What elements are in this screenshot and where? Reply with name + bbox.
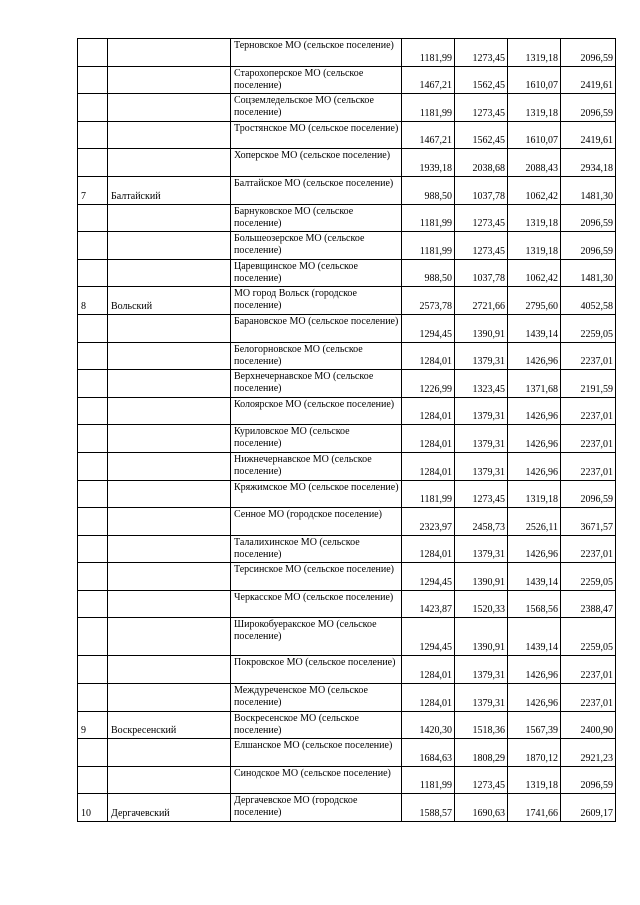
value-4: 2419,61 [561, 121, 616, 149]
tariff-table [77, 38, 616, 822]
value-1: 1181,99 [402, 94, 455, 122]
row-number [78, 342, 108, 370]
row-number [78, 66, 108, 94]
table-row [78, 287, 616, 315]
municipality-name: Колоярское МО (сельское поселение) [231, 397, 402, 425]
value-1: 1423,87 [402, 590, 455, 618]
value-1: 1181,99 [402, 480, 455, 508]
value-4: 2096,59 [561, 204, 616, 232]
value-4: 2259,05 [561, 563, 616, 591]
district-name [108, 739, 231, 767]
district-name: Балтайский [108, 176, 231, 204]
table-row [78, 684, 616, 712]
value-1: 1684,63 [402, 739, 455, 767]
municipality-name: Нижнечернавское МО (сельское поселение) [231, 452, 402, 480]
municipality-name: МО город Вольск (городское поселение) [231, 287, 402, 315]
row-number [78, 563, 108, 591]
district-name [108, 342, 231, 370]
value-4: 1481,30 [561, 259, 616, 287]
value-3: 1439,14 [508, 563, 561, 591]
row-number [78, 590, 108, 618]
value-3: 1610,07 [508, 66, 561, 94]
value-2: 1323,45 [455, 370, 508, 398]
district-name [108, 121, 231, 149]
value-1: 1284,01 [402, 342, 455, 370]
municipality-name: Сенное МО (городское поселение) [231, 508, 402, 536]
value-2: 1562,45 [455, 121, 508, 149]
value-1: 1939,18 [402, 149, 455, 177]
table-row [78, 739, 616, 767]
value-2: 2721,66 [455, 287, 508, 315]
district-name [108, 370, 231, 398]
value-3: 1062,42 [508, 259, 561, 287]
value-1: 1181,99 [402, 232, 455, 260]
value-2: 1379,31 [455, 535, 508, 563]
value-3: 1371,68 [508, 370, 561, 398]
table-row [78, 480, 616, 508]
district-name: Воскресенский [108, 711, 231, 739]
row-number [78, 535, 108, 563]
table-row [78, 618, 616, 656]
row-number [78, 259, 108, 287]
value-4: 2934,18 [561, 149, 616, 177]
value-1: 1284,01 [402, 656, 455, 684]
value-4: 2259,05 [561, 314, 616, 342]
row-number [78, 149, 108, 177]
value-1: 1284,01 [402, 425, 455, 453]
value-2: 1273,45 [455, 204, 508, 232]
municipality-name: Барановское МО (сельское поселение) [231, 314, 402, 342]
district-name [108, 618, 231, 656]
value-3: 2795,60 [508, 287, 561, 315]
value-4: 2096,59 [561, 94, 616, 122]
row-number [78, 480, 108, 508]
value-2: 1379,31 [455, 656, 508, 684]
value-3: 1319,18 [508, 204, 561, 232]
district-name [108, 656, 231, 684]
municipality-name: Дергачевское МО (городское поселение) [231, 794, 402, 822]
value-4: 2388,47 [561, 590, 616, 618]
value-1: 1294,45 [402, 563, 455, 591]
municipality-name: Верхнечернавское МО (сельское поселение) [231, 370, 402, 398]
value-1: 1284,01 [402, 684, 455, 712]
value-1: 1284,01 [402, 397, 455, 425]
value-4: 2237,01 [561, 425, 616, 453]
table-row [78, 766, 616, 794]
municipality-name: Хоперское МО (сельское поселение) [231, 149, 402, 177]
row-number: 9 [78, 711, 108, 739]
value-2: 1379,31 [455, 425, 508, 453]
district-name [108, 94, 231, 122]
district-name [108, 232, 231, 260]
municipality-name: Широкобуеракское МО (сельское поселение) [231, 618, 402, 656]
row-number [78, 232, 108, 260]
district-name [108, 314, 231, 342]
value-1: 2573,78 [402, 287, 455, 315]
value-2: 1379,31 [455, 452, 508, 480]
district-name [108, 684, 231, 712]
row-number [78, 618, 108, 656]
value-3: 1062,42 [508, 176, 561, 204]
value-4: 2419,61 [561, 66, 616, 94]
row-number [78, 452, 108, 480]
value-3: 1319,18 [508, 766, 561, 794]
value-3: 1610,07 [508, 121, 561, 149]
value-2: 1390,91 [455, 563, 508, 591]
value-2: 1037,78 [455, 259, 508, 287]
row-number [78, 766, 108, 794]
district-name [108, 480, 231, 508]
value-2: 1390,91 [455, 618, 508, 656]
value-4: 2237,01 [561, 535, 616, 563]
value-2: 1390,91 [455, 314, 508, 342]
row-number [78, 121, 108, 149]
value-2: 2458,73 [455, 508, 508, 536]
value-2: 1273,45 [455, 94, 508, 122]
value-2: 1379,31 [455, 342, 508, 370]
municipality-name: Царевщинское МО (сельское поселение) [231, 259, 402, 287]
value-4: 2237,01 [561, 452, 616, 480]
table-row [78, 794, 616, 822]
value-4: 2237,01 [561, 342, 616, 370]
value-4: 1481,30 [561, 176, 616, 204]
table-row [78, 149, 616, 177]
value-4: 2237,01 [561, 397, 616, 425]
value-4: 2096,59 [561, 39, 616, 67]
value-1: 1294,45 [402, 618, 455, 656]
value-1: 1181,99 [402, 204, 455, 232]
value-2: 1273,45 [455, 232, 508, 260]
value-1: 1226,99 [402, 370, 455, 398]
value-2: 1690,63 [455, 794, 508, 822]
table-row [78, 590, 616, 618]
value-1: 1467,21 [402, 66, 455, 94]
district-name [108, 204, 231, 232]
value-1: 1420,30 [402, 711, 455, 739]
value-4: 3671,57 [561, 508, 616, 536]
value-4: 2237,01 [561, 684, 616, 712]
table-row [78, 711, 616, 739]
district-name [108, 535, 231, 563]
value-4: 2096,59 [561, 480, 616, 508]
table-row [78, 66, 616, 94]
municipality-name: Елшанское МО (сельское поселение) [231, 739, 402, 767]
value-4: 2096,59 [561, 766, 616, 794]
table-row [78, 259, 616, 287]
value-3: 1567,39 [508, 711, 561, 739]
value-3: 1426,96 [508, 535, 561, 563]
municipality-name: Барнуковское МО (сельское поселение) [231, 204, 402, 232]
value-1: 988,50 [402, 259, 455, 287]
value-2: 1273,45 [455, 766, 508, 794]
value-3: 1741,66 [508, 794, 561, 822]
row-number [78, 739, 108, 767]
district-name [108, 425, 231, 453]
district-name [108, 149, 231, 177]
value-1: 1284,01 [402, 452, 455, 480]
value-2: 1562,45 [455, 66, 508, 94]
value-1: 2323,97 [402, 508, 455, 536]
district-name [108, 766, 231, 794]
value-2: 2038,68 [455, 149, 508, 177]
table-row [78, 370, 616, 398]
value-4: 2921,23 [561, 739, 616, 767]
value-2: 1379,31 [455, 684, 508, 712]
district-name [108, 563, 231, 591]
row-number [78, 204, 108, 232]
table-row [78, 204, 616, 232]
district-name [108, 259, 231, 287]
district-name [108, 397, 231, 425]
table-row [78, 232, 616, 260]
municipality-name: Терновское МО (сельское поселение) [231, 39, 402, 67]
table-row [78, 656, 616, 684]
value-3: 1319,18 [508, 232, 561, 260]
municipality-name: Воскресенское МО (сельское поселение) [231, 711, 402, 739]
table-row [78, 563, 616, 591]
value-2: 1273,45 [455, 480, 508, 508]
district-name: Дергачевский [108, 794, 231, 822]
value-3: 2526,11 [508, 508, 561, 536]
row-number [78, 314, 108, 342]
table-row [78, 425, 616, 453]
value-1: 988,50 [402, 176, 455, 204]
value-3: 1426,96 [508, 425, 561, 453]
municipality-name: Междуреченское МО (сельское поселение) [231, 684, 402, 712]
value-3: 1426,96 [508, 452, 561, 480]
table-row [78, 121, 616, 149]
value-3: 1870,12 [508, 739, 561, 767]
table-row [78, 94, 616, 122]
municipality-name: Соцземледельское МО (сельское поселение) [231, 94, 402, 122]
row-number [78, 508, 108, 536]
value-4: 2259,05 [561, 618, 616, 656]
value-3: 2088,43 [508, 149, 561, 177]
district-name: Вольский [108, 287, 231, 315]
value-1: 1181,99 [402, 766, 455, 794]
value-1: 1284,01 [402, 535, 455, 563]
value-4: 2609,17 [561, 794, 616, 822]
municipality-name: Старохоперское МО (сельское поселение) [231, 66, 402, 94]
value-3: 1426,96 [508, 656, 561, 684]
municipality-name: Кряжимское МО (сельское поселение) [231, 480, 402, 508]
row-number [78, 94, 108, 122]
table-row [78, 176, 616, 204]
municipality-name: Терсинское МО (сельское поселение) [231, 563, 402, 591]
value-1: 1294,45 [402, 314, 455, 342]
value-2: 1808,29 [455, 739, 508, 767]
row-number [78, 425, 108, 453]
district-name [108, 508, 231, 536]
value-2: 1273,45 [455, 39, 508, 67]
value-1: 1588,57 [402, 794, 455, 822]
table-row [78, 39, 616, 67]
municipality-name: Талалихинское МО (сельское поселение) [231, 535, 402, 563]
table-row [78, 314, 616, 342]
row-number [78, 684, 108, 712]
value-2: 1518,36 [455, 711, 508, 739]
municipality-name: Балтайское МО (сельское поселение) [231, 176, 402, 204]
district-name [108, 590, 231, 618]
table-row [78, 452, 616, 480]
municipality-name: Черкасское МО (сельское поселение) [231, 590, 402, 618]
table-body [78, 39, 616, 822]
value-4: 2191,59 [561, 370, 616, 398]
table-row [78, 535, 616, 563]
value-3: 1319,18 [508, 39, 561, 67]
value-3: 1439,14 [508, 314, 561, 342]
row-number [78, 370, 108, 398]
value-1: 1181,99 [402, 39, 455, 67]
value-3: 1426,96 [508, 397, 561, 425]
municipality-name: Белогорновское МО (сельское поселение) [231, 342, 402, 370]
value-3: 1568,56 [508, 590, 561, 618]
row-number: 7 [78, 176, 108, 204]
value-2: 1379,31 [455, 397, 508, 425]
value-2: 1520,33 [455, 590, 508, 618]
table-row [78, 508, 616, 536]
district-name [108, 452, 231, 480]
value-4: 2096,59 [561, 232, 616, 260]
value-3: 1319,18 [508, 480, 561, 508]
value-4: 2237,01 [561, 656, 616, 684]
municipality-name: Куриловское МО (сельское поселение) [231, 425, 402, 453]
value-3: 1439,14 [508, 618, 561, 656]
table-row [78, 397, 616, 425]
value-4: 4052,58 [561, 287, 616, 315]
district-name [108, 66, 231, 94]
municipality-name: Покровское МО (сельское поселение) [231, 656, 402, 684]
value-3: 1319,18 [508, 94, 561, 122]
district-name [108, 39, 231, 67]
value-3: 1426,96 [508, 684, 561, 712]
row-number: 8 [78, 287, 108, 315]
row-number: 10 [78, 794, 108, 822]
municipality-name: Тростянское МО (сельское поселение) [231, 121, 402, 149]
municipality-name: Большеозерское МО (сельское поселение) [231, 232, 402, 260]
municipality-name: Синодское МО (сельское поселение) [231, 766, 402, 794]
row-number [78, 656, 108, 684]
table-row [78, 342, 616, 370]
value-1: 1467,21 [402, 121, 455, 149]
row-number [78, 397, 108, 425]
value-2: 1037,78 [455, 176, 508, 204]
row-number [78, 39, 108, 67]
value-3: 1426,96 [508, 342, 561, 370]
value-4: 2400,90 [561, 711, 616, 739]
